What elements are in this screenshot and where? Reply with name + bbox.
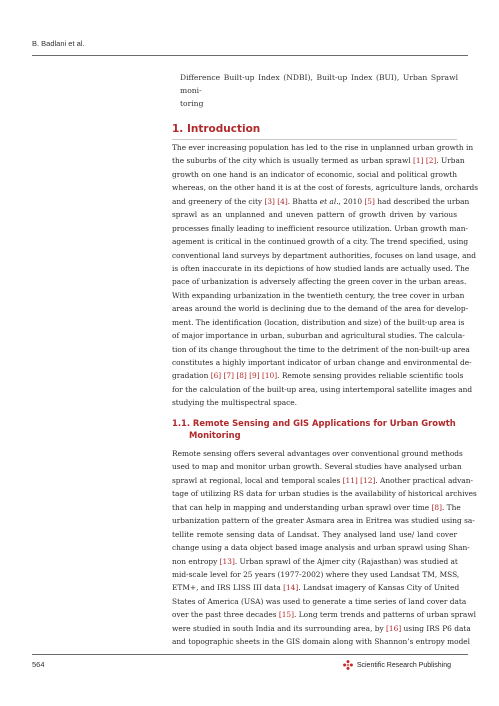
text-line xyxy=(172,222,469,235)
publisher-name: Scientific Research Publishing xyxy=(356,661,451,669)
citation-link[interactable]: [15] xyxy=(278,610,295,620)
text-run: . Another practical advan- xyxy=(375,475,473,485)
text-line xyxy=(172,528,457,541)
text-run: With expanding urbanization in the twentieth century, the tree cover in urban xyxy=(172,290,465,300)
text-line xyxy=(172,541,470,554)
text-run: Remote sensing offers several advantages over conventional ground methods xyxy=(172,449,463,458)
text-line xyxy=(172,141,474,154)
text-run: used to map and monitor urban growth. Several studies have analysed urban xyxy=(172,462,462,472)
text-run: constitutes a highly important indicator of urban change and environmental de- xyxy=(172,358,472,367)
citation-link[interactable]: [16] xyxy=(386,623,402,633)
text-line xyxy=(172,595,467,608)
text-run: processes finally leading to inefficient resource utilization. Urban growth man- xyxy=(172,223,469,233)
text-line xyxy=(172,195,470,208)
text-line xyxy=(172,460,462,473)
text-line xyxy=(172,447,463,460)
text-line xyxy=(172,622,471,635)
text-run: . Remote sensing provides reliable scientific tools xyxy=(277,371,464,381)
text-run: mid-scale level for 25 years (1977-2002) where they used Landsat TM, MSS, xyxy=(172,569,460,579)
text-run: the suburbs of the city which is usually termed as urban sprawl xyxy=(172,156,413,166)
text-run: of major importance in urban, suburban and agricultural studies. The calcula- xyxy=(172,331,465,341)
publisher-logo xyxy=(343,660,451,670)
text-line xyxy=(172,514,475,527)
text-run: . Bhatta xyxy=(287,196,320,206)
keywords-line-1: Difference Built-up Index (NDBI), Built-up Index (BUI), Urban Sprawl moni- xyxy=(180,73,458,95)
running-head-author: B. Badlani et al. xyxy=(32,39,85,48)
text-line xyxy=(172,275,467,288)
text-run: had described the urban xyxy=(374,196,470,206)
text-run: over the past three decades xyxy=(172,610,279,620)
text-run: for the calculation of the built-up area, using intertemporal satellite images and xyxy=(172,384,473,394)
text-run: , 2010 xyxy=(338,196,365,206)
text-line xyxy=(172,235,469,248)
section-divider xyxy=(172,139,457,140)
text-run: . Urban sprawl of the Ajmer city (Rajasthan) was studied at xyxy=(234,556,458,566)
italic-text: et al. xyxy=(319,196,339,206)
text-line xyxy=(172,262,470,275)
text-line xyxy=(172,343,470,356)
text-line xyxy=(172,181,479,194)
text-run: tion of its change throughout the time to the detriment of the non-built-up area xyxy=(172,344,470,354)
text-line xyxy=(172,396,457,409)
text-run: change using a data object based image analysis and urban sprawl using Shan- xyxy=(172,543,470,553)
text-run: that can help in mapping and understanding urban sprawl over time xyxy=(172,502,432,512)
text-run: and greenery of the city xyxy=(172,196,265,206)
section-heading-introduction: 1. Introduction xyxy=(172,123,261,135)
publisher-logo-icon xyxy=(343,660,353,670)
text-run: ment. The identification (location, distribution and size) of the built-up area is xyxy=(172,317,465,327)
text-line xyxy=(172,154,465,167)
text-run: using IRS P6 data xyxy=(401,623,471,633)
text-line xyxy=(172,487,477,500)
text-line xyxy=(172,555,457,568)
text-line xyxy=(172,289,465,302)
citation-link[interactable]: [3] [4] xyxy=(264,196,288,206)
text-line xyxy=(172,168,457,181)
text-run: areas around the world is declining due to the demand of the area for develop- xyxy=(172,304,469,314)
text-line xyxy=(172,568,460,581)
subsection-title-line-1: 1.1. Remote Sensing and GIS Applications for Urban Growth xyxy=(172,418,456,428)
text-line xyxy=(172,608,477,621)
citation-link[interactable]: [5] xyxy=(364,196,375,206)
footer-divider xyxy=(32,654,468,655)
citation-link[interactable]: [8] xyxy=(431,502,442,512)
text-run: . Long term trends and patterns of urban sprawl xyxy=(294,610,477,620)
text-run: non entropy xyxy=(172,556,220,566)
text-run: tellite remote sensing data of Landsat. They analysed land use/ land cover xyxy=(172,529,457,539)
introduction-paragraph xyxy=(172,141,479,410)
text-run: tage of utilizing RS data for urban studies is the availability of historical archives xyxy=(172,489,477,499)
text-run: . The xyxy=(441,502,461,512)
text-run: whereas, on the other hand it is at the cost of forests, agriculture lands, orchards xyxy=(172,183,479,193)
text-run: and topographic sheets in the GIS domain along with Shannon’s entropy model xyxy=(172,637,471,647)
text-line xyxy=(172,501,461,514)
citation-link[interactable]: [14] xyxy=(283,583,299,593)
remote-sensing-paragraph xyxy=(172,447,477,649)
text-run: ETM+, and IRS LISS III data xyxy=(172,583,284,593)
text-run: . Landsat imagery of Kansas City of United xyxy=(298,583,460,593)
text-line xyxy=(172,329,465,342)
text-line xyxy=(172,302,469,315)
text-run: pace of urbanization is adversely affecting the green cover in the urban areas. xyxy=(172,277,467,287)
text-run: conventional land surveys by department authorities, focuses on land usage, and xyxy=(172,250,477,260)
text-run: gradation xyxy=(172,371,211,381)
text-run: were studied in south India and its surrounding area, by xyxy=(172,623,387,633)
text-line xyxy=(172,316,465,329)
text-run: growth on one hand is an indicator of economic, social and political growth xyxy=(172,169,457,179)
text-run: studying the multispectral space. xyxy=(172,398,298,408)
keywords-line-2: toring xyxy=(180,99,204,108)
text-run: is often inaccurate in its depictions of how studied lands are actually used. The xyxy=(172,263,470,273)
text-line xyxy=(172,635,471,648)
text-line xyxy=(172,474,473,487)
text-run: . Urban xyxy=(436,156,465,166)
subsection-heading xyxy=(172,418,456,441)
header-divider xyxy=(32,55,468,56)
text-line xyxy=(172,249,477,262)
keywords-block xyxy=(180,71,458,110)
citation-link[interactable]: [1] [2] xyxy=(413,156,437,166)
text-line xyxy=(172,356,472,369)
citation-link[interactable]: [11] [12] xyxy=(342,475,376,485)
text-run: urbanization pattern of the greater Asmara area in Eritrea was studied using sa- xyxy=(172,516,475,526)
page-number: 564 xyxy=(32,660,45,669)
text-run: agement is critical in the continued growth of a city. The trend specified, using xyxy=(172,237,469,247)
text-line xyxy=(172,208,457,221)
citation-link[interactable]: [13] xyxy=(219,556,235,566)
text-run: States of America (USA) was used to generate a time series of land cover data xyxy=(172,596,467,606)
text-run: sprawl as an unplanned and uneven pattern of growth driven by various xyxy=(172,210,457,220)
text-line xyxy=(172,581,460,594)
text-line xyxy=(172,369,464,382)
subsection-title-line-2: Monitoring xyxy=(189,429,241,440)
text-run: sprawl at regional, local and temporal scales xyxy=(172,475,343,485)
citation-link[interactable]: [6] [7] [8] [9] [10] xyxy=(210,371,278,381)
text-run: The ever increasing population has led to the rise in unplanned urban growth in xyxy=(172,143,474,152)
text-line xyxy=(172,383,473,396)
